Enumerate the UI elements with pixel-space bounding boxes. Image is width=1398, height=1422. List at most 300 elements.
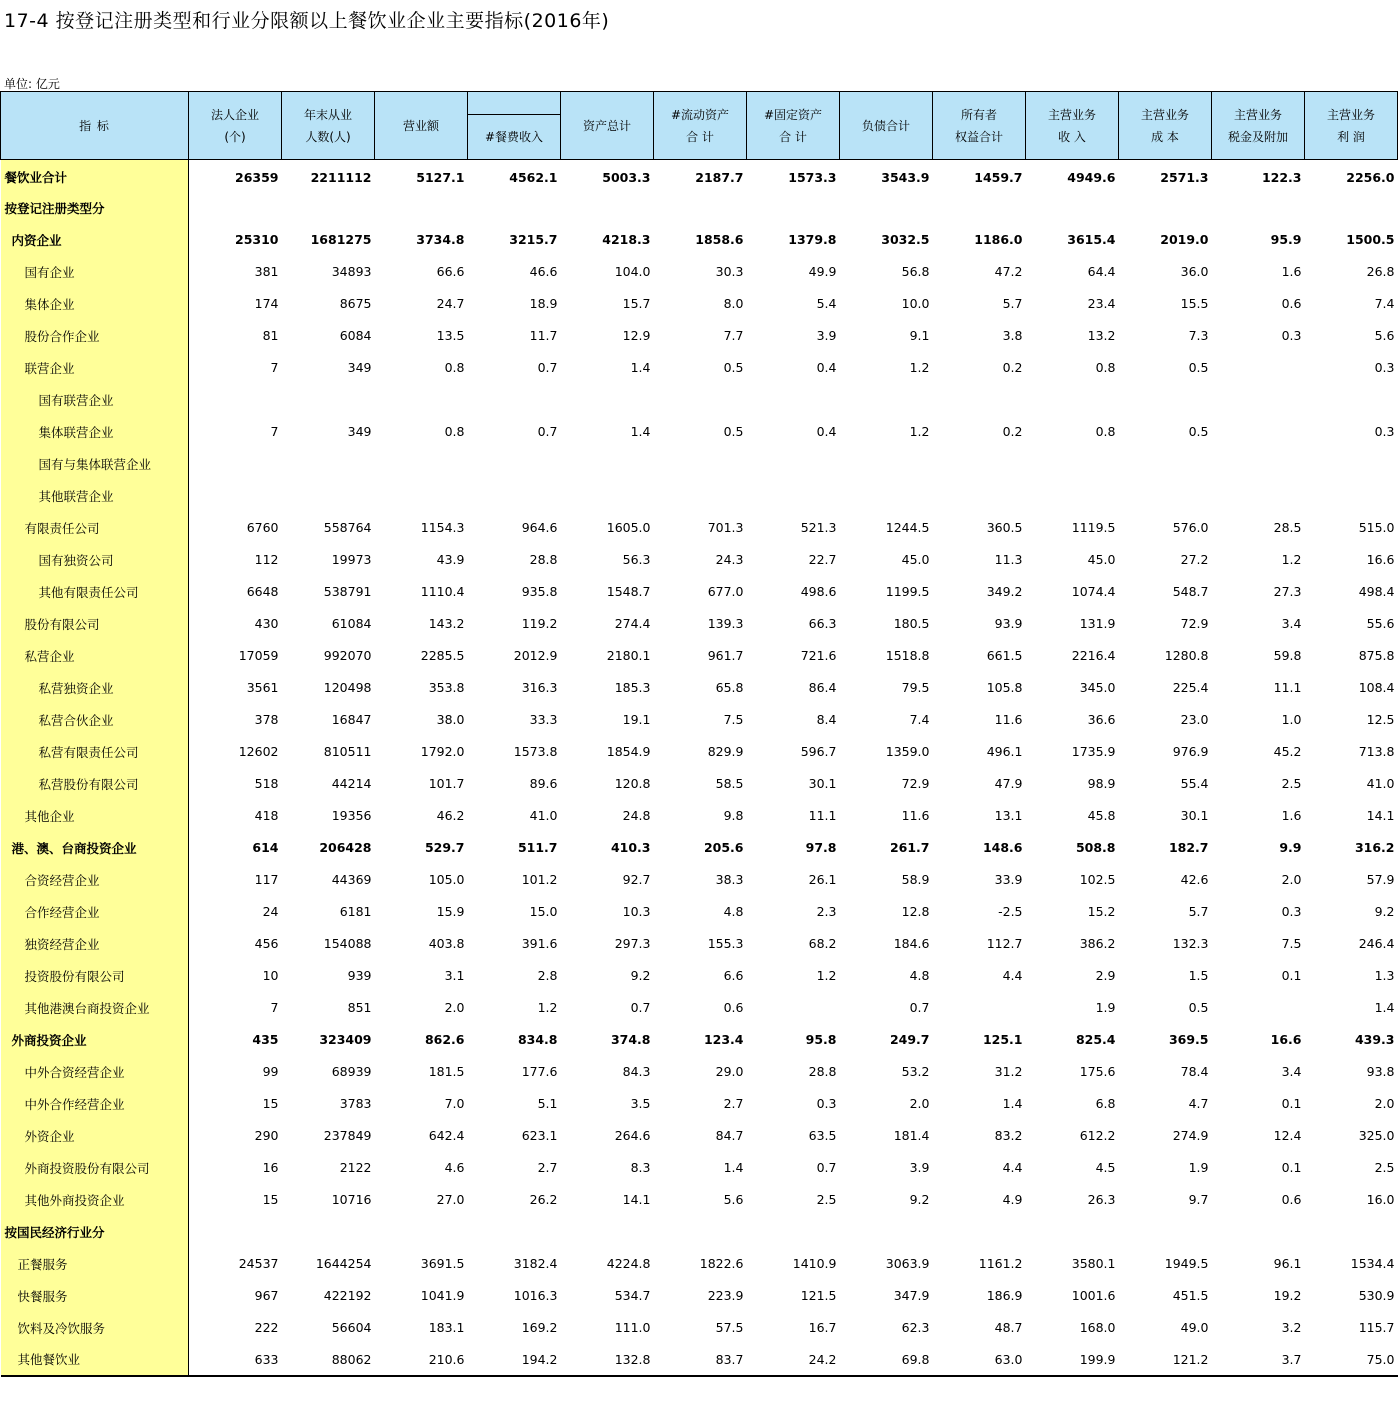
table-cell: 246.4 <box>1358 936 1395 951</box>
table-cell: 23.4 <box>1087 296 1116 311</box>
table-cell: 558764 <box>323 520 372 535</box>
table-cell: 4.6 <box>444 1160 465 1175</box>
table-row <box>1 928 1398 960</box>
table-cell: 105.8 <box>986 680 1023 695</box>
table-cell: 13.2 <box>1087 328 1116 343</box>
table-cell: 33.3 <box>529 712 558 727</box>
table-cell: 15.9 <box>436 904 465 919</box>
table-cell: 538791 <box>323 584 372 599</box>
header-owners-equity <box>933 92 1026 160</box>
table-cell: 19973 <box>331 552 372 567</box>
header-line: #餐费收入 <box>484 130 544 144</box>
table-cell: 139.3 <box>707 616 744 631</box>
table-row <box>1 1344 1398 1376</box>
table-cell: 237849 <box>323 1128 372 1143</box>
table-row <box>1 480 1398 512</box>
table-cell: 120.8 <box>614 776 651 791</box>
table-cell: 175.6 <box>1079 1064 1116 1079</box>
table-cell: 451.5 <box>1172 1288 1209 1303</box>
table-cell: 26359 <box>235 169 279 185</box>
table-cell: 0.5 <box>1188 360 1209 375</box>
table-cell: 12602 <box>238 744 279 759</box>
table-cell: 5.6 <box>1374 328 1395 343</box>
table-cell: 7.7 <box>723 328 744 343</box>
header-line: 主营业务 <box>1326 107 1375 122</box>
table-cell: 16.6 <box>1270 1032 1302 1047</box>
table-row <box>1 1216 1398 1248</box>
table-cell: 95.8 <box>805 1032 837 1047</box>
table-cell: 9.7 <box>1188 1192 1209 1207</box>
table-cell: 3580.1 <box>1071 1256 1116 1271</box>
row-label: 独资经营企业 <box>1 928 189 960</box>
table-cell: 4.5 <box>1095 1160 1116 1175</box>
table-cell <box>1119 448 1212 480</box>
table-cell: 1.5 <box>1188 968 1209 983</box>
table-cell: 3.8 <box>1002 328 1023 343</box>
table-cell: 0.7 <box>630 1000 651 1015</box>
table-cell: 44369 <box>331 872 372 887</box>
table-row <box>1 224 1398 256</box>
table-cell: 1.2 <box>537 1000 558 1015</box>
table-cell: 1154.3 <box>420 520 465 535</box>
table-cell: 0.6 <box>723 1000 744 1015</box>
table-cell: 66.6 <box>436 264 465 279</box>
table-cell: 430 <box>254 616 279 631</box>
table-cell: 1735.9 <box>1071 744 1116 759</box>
table-cell: 24.8 <box>622 808 651 823</box>
table-cell <box>468 384 561 416</box>
table-cell: 0.1 <box>1281 968 1302 983</box>
table-cell: 47.2 <box>994 264 1023 279</box>
table-cell <box>561 448 654 480</box>
table-cell <box>933 448 1026 480</box>
table-cell <box>654 480 747 512</box>
header-line: 合 计 <box>779 129 807 144</box>
table-cell: 27.2 <box>1180 552 1209 567</box>
table-cell: 2.9 <box>1095 968 1116 983</box>
table-cell: 1001.6 <box>1071 1288 1116 1303</box>
table-cell: 1573.3 <box>788 169 837 185</box>
table-cell: 185.3 <box>614 680 651 695</box>
table-cell: 10.0 <box>901 296 930 311</box>
header-line: #固定资产 <box>763 107 823 122</box>
table-cell: 38.3 <box>715 872 744 887</box>
table-cell: 7.4 <box>909 712 930 727</box>
row-label: 中外合作经营企业 <box>1 1088 189 1120</box>
table-cell: 2571.3 <box>1160 169 1209 185</box>
header-line: (个) <box>224 129 246 144</box>
table-cell <box>282 480 375 512</box>
table-row <box>1 1312 1398 1344</box>
table-cell: 810511 <box>323 744 372 759</box>
row-label: 国有联营企业 <box>1 384 189 416</box>
table-cell: 0.1 <box>1281 1096 1302 1111</box>
table-cell: 0.3 <box>1281 904 1302 919</box>
table-cell: 9.2 <box>630 968 651 983</box>
table-cell: 378 <box>254 712 279 727</box>
table-cell: 2.7 <box>723 1096 744 1111</box>
table-cell <box>1119 192 1212 224</box>
table-cell: 0.8 <box>444 424 465 439</box>
table-cell: 1459.7 <box>974 169 1023 185</box>
table-cell: 9.9 <box>1279 840 1302 855</box>
table-row <box>1 768 1398 800</box>
table-cell: 12.5 <box>1366 712 1395 727</box>
table-cell: 1.4 <box>1374 1000 1395 1015</box>
table-cell: 1.3 <box>1374 968 1395 983</box>
row-label: 饮料及冷饮服务 <box>1 1312 189 1344</box>
table-cell: 498.4 <box>1358 584 1395 599</box>
table-cell: 123.4 <box>703 1032 744 1047</box>
table-cell: 1.2 <box>909 360 930 375</box>
row-label: 其他联营企业 <box>1 480 189 512</box>
row-label: 联营企业 <box>1 352 189 384</box>
table-cell: 9.1 <box>909 328 930 343</box>
table-row <box>1 736 1398 768</box>
table-cell <box>840 448 933 480</box>
table-cell: 935.8 <box>521 584 558 599</box>
row-label: 国有独资公司 <box>1 544 189 576</box>
table-cell: 46.6 <box>529 264 558 279</box>
table-cell: 1.2 <box>1281 552 1302 567</box>
table-cell: 435 <box>252 1032 279 1047</box>
table-cell: 112.7 <box>986 936 1023 951</box>
table-cell: 57.9 <box>1366 872 1395 887</box>
table-cell: 79.5 <box>901 680 930 695</box>
table-cell: 53.2 <box>901 1064 930 1079</box>
table-cell: 57.5 <box>715 1320 744 1335</box>
page-title: 17-4 按登记注册类型和行业分限额以上餐饮业企业主要指标(2016年) <box>4 10 610 32</box>
table-cell <box>747 1216 840 1248</box>
table-cell: 274.4 <box>614 616 651 631</box>
table-cell <box>1026 480 1119 512</box>
table-cell: 26.3 <box>1087 1192 1116 1207</box>
table-cell: 11.7 <box>529 328 558 343</box>
table-cell <box>747 448 840 480</box>
table-cell <box>1305 480 1398 512</box>
table-cell: 225.4 <box>1172 680 1209 695</box>
table-cell: 186.9 <box>986 1288 1023 1303</box>
table-cell <box>933 384 1026 416</box>
table-cell: 1.4 <box>630 424 651 439</box>
header-current-assets <box>654 92 747 160</box>
table-cell: 30.1 <box>1180 808 1209 823</box>
table-cell <box>1212 992 1305 1024</box>
table-cell: 84.7 <box>715 1128 744 1143</box>
table-cell: 410.3 <box>610 840 651 855</box>
table-cell: 1186.0 <box>974 232 1023 247</box>
table-cell: 10716 <box>331 1192 372 1207</box>
table-row <box>1 1152 1398 1184</box>
table-cell: 7.0 <box>444 1096 465 1111</box>
table-cell: 78.4 <box>1180 1064 1209 1079</box>
table-cell: 34893 <box>331 264 372 279</box>
row-label: 私营独资企业 <box>1 672 189 704</box>
table-cell <box>840 480 933 512</box>
header-line: 年末从业 <box>303 107 352 122</box>
table-cell: 5127.1 <box>416 169 465 185</box>
table-cell: 360.5 <box>986 520 1023 535</box>
table-cell: 1199.5 <box>885 584 930 599</box>
table-cell: 548.7 <box>1172 584 1209 599</box>
table-cell: 964.6 <box>521 520 558 535</box>
row-label: 中外合资经营企业 <box>1 1056 189 1088</box>
table-cell: 11.1 <box>808 808 837 823</box>
table-cell: 8.4 <box>816 712 837 727</box>
table-cell: 3734.8 <box>416 232 465 247</box>
table-cell: 5003.3 <box>602 169 651 185</box>
table-cell: 642.4 <box>428 1128 465 1143</box>
row-label: 国有企业 <box>1 256 189 288</box>
table-cell: 31.2 <box>994 1064 1023 1079</box>
table-cell: 1605.0 <box>606 520 651 535</box>
table-cell: 5.4 <box>816 296 837 311</box>
table-cell: 98.9 <box>1087 776 1116 791</box>
table-cell: 108.4 <box>1358 680 1395 695</box>
table-cell: 9.8 <box>723 808 744 823</box>
table-cell: 62.3 <box>901 1320 930 1335</box>
table-cell: 28.8 <box>529 552 558 567</box>
table-cell: 0.5 <box>1188 424 1209 439</box>
table-cell <box>468 480 561 512</box>
table-cell <box>1119 1216 1212 1248</box>
table-cell: 41.0 <box>1366 776 1395 791</box>
table-cell: 29.0 <box>715 1064 744 1079</box>
table-cell <box>654 1216 747 1248</box>
table-cell: 0.3 <box>816 1096 837 1111</box>
table-cell: 323409 <box>319 1032 372 1047</box>
header-main-revenue <box>1026 92 1119 160</box>
table-cell: 25310 <box>235 232 279 247</box>
table-cell: 7.4 <box>1374 296 1395 311</box>
row-label: 私营合伙企业 <box>1 704 189 736</box>
table-row <box>1 544 1398 576</box>
table-cell: 0.4 <box>816 360 837 375</box>
table-cell: 3182.4 <box>513 1256 558 1271</box>
table-cell: 122.3 <box>1261 169 1302 185</box>
row-label: 其他外商投资企业 <box>1 1184 189 1216</box>
table-cell: 8675 <box>339 296 372 311</box>
header-line: 法人企业 <box>210 107 259 122</box>
table-cell: 1280.8 <box>1164 648 1209 663</box>
table-cell: 2211112 <box>310 169 372 185</box>
table-cell: 1573.8 <box>513 744 558 759</box>
table-cell <box>747 480 840 512</box>
table-row <box>1 160 1398 192</box>
table-cell: 72.9 <box>1180 616 1209 631</box>
table-cell <box>1305 448 1398 480</box>
table-cell: 1792.0 <box>420 744 465 759</box>
table-cell: 2.0 <box>909 1096 930 1111</box>
row-label: 有限责任公司 <box>1 512 189 544</box>
table-cell: 7 <box>270 1000 279 1015</box>
table-cell: 4.8 <box>723 904 744 919</box>
table-cell: 992070 <box>323 648 372 663</box>
table-cell: 26.1 <box>808 872 837 887</box>
row-label: 私营有限责任公司 <box>1 736 189 768</box>
table-cell <box>840 192 933 224</box>
row-label: 集体联营企业 <box>1 416 189 448</box>
table-cell: 83.7 <box>654 1344 747 1376</box>
table-cell: 88062 <box>282 1344 375 1376</box>
table-cell: 132.8 <box>561 1344 654 1376</box>
row-label: 合作经营企业 <box>1 896 189 928</box>
header-legal-entities <box>189 92 282 160</box>
table-cell: 0.2 <box>1002 424 1023 439</box>
table-cell: 168.0 <box>1079 1320 1116 1335</box>
table-cell: 223.9 <box>707 1288 744 1303</box>
table-cell: 45.0 <box>1087 552 1116 567</box>
header-line: 收 入 <box>1058 129 1086 144</box>
table-cell: 381 <box>254 264 279 279</box>
table-cell: 49.0 <box>1180 1320 1209 1335</box>
row-label: 投资股份有限公司 <box>1 960 189 992</box>
table-cell: 1858.6 <box>695 232 744 247</box>
table-cell: 97.8 <box>805 840 837 855</box>
table-cell <box>654 448 747 480</box>
table-cell: 0.6 <box>1281 1192 1302 1207</box>
table-cell: 47.9 <box>994 776 1023 791</box>
table-cell: 3.5 <box>630 1096 651 1111</box>
row-label: 其他有限责任公司 <box>1 576 189 608</box>
table-cell: 713.8 <box>1358 744 1395 759</box>
table-cell <box>282 192 375 224</box>
table-cell: 264.6 <box>614 1128 651 1143</box>
header-line: 利 润 <box>1337 129 1365 144</box>
table-row <box>1 576 1398 608</box>
table-cell: 14.1 <box>1366 808 1395 823</box>
header-total-liabilities <box>840 92 933 160</box>
table-cell: 967 <box>254 1288 279 1303</box>
table-cell: 349.2 <box>986 584 1023 599</box>
table-cell: 349 <box>347 360 372 375</box>
table-cell: 101.2 <box>521 872 558 887</box>
table-cell: 2.5 <box>1374 1160 1395 1175</box>
table-cell: 93.9 <box>994 616 1023 631</box>
header-line: 主营业务 <box>1233 107 1282 122</box>
header-line: 营业额 <box>402 118 439 133</box>
table-cell: 4224.8 <box>606 1256 651 1271</box>
table-cell: 33.9 <box>994 872 1023 887</box>
table-cell <box>747 992 840 1024</box>
table-cell: 4.9 <box>1002 1192 1023 1207</box>
table-cell: 13.1 <box>994 808 1023 823</box>
table-cell: 19.2 <box>1273 1288 1302 1303</box>
table-cell: 30.3 <box>715 264 744 279</box>
table-row <box>1 256 1398 288</box>
table-cell: 3.9 <box>816 328 837 343</box>
header-employees <box>282 92 375 160</box>
table-cell <box>1026 448 1119 480</box>
table-cell: 353.8 <box>428 680 465 695</box>
table-cell: 0.7 <box>537 360 558 375</box>
table-row <box>1 384 1398 416</box>
table-cell: 1681275 <box>310 232 372 247</box>
table-cell: 194.2 <box>468 1344 561 1376</box>
table-cell: 16.6 <box>1366 552 1395 567</box>
row-label: 私营股份有限公司 <box>1 768 189 800</box>
table-cell: 3.4 <box>1281 616 1302 631</box>
table-cell: 1074.4 <box>1071 584 1116 599</box>
table-cell: 2256.0 <box>1346 169 1395 185</box>
table-cell: 44214 <box>331 776 372 791</box>
table-cell: 121.5 <box>800 1288 837 1303</box>
table-cell: 9.2 <box>1374 904 1395 919</box>
table-row <box>1 896 1398 928</box>
table-cell: 115.7 <box>1358 1320 1395 1335</box>
table-cell: 12.4 <box>1273 1128 1302 1143</box>
table-cell: 2012.9 <box>513 648 558 663</box>
table-cell: 0.8 <box>444 360 465 375</box>
table-cell: 515.0 <box>1358 520 1395 535</box>
table-cell: 2187.7 <box>695 169 744 185</box>
table-cell: 15 <box>262 1096 279 1111</box>
table-cell: 2.0 <box>444 1000 465 1015</box>
table-cell: 69.8 <box>840 1344 933 1376</box>
table-cell: 4218.3 <box>602 232 651 247</box>
table-cell: 56.8 <box>901 264 930 279</box>
table-cell <box>375 192 468 224</box>
table-cell: 92.7 <box>622 872 651 887</box>
table-cell: 349 <box>347 424 372 439</box>
header-line: 人数(人) <box>305 129 351 144</box>
table-cell <box>933 992 1026 1024</box>
table-cell <box>933 192 1026 224</box>
table-cell <box>747 384 840 416</box>
table-cell: 125.1 <box>982 1032 1023 1047</box>
table-cell: 1500.5 <box>1346 232 1395 247</box>
table-cell: 48.7 <box>994 1320 1023 1335</box>
table-cell: 120498 <box>323 680 372 695</box>
header-line: 成 本 <box>1151 129 1179 144</box>
table-cell: 1.0 <box>1281 712 1302 727</box>
table-cell <box>1119 480 1212 512</box>
table-cell: 132.3 <box>1172 936 1209 951</box>
table-cell: 66.3 <box>808 616 837 631</box>
table-cell: 99 <box>262 1064 279 1079</box>
table-cell: 2.8 <box>537 968 558 983</box>
table-row <box>1 640 1398 672</box>
table-row <box>1 992 1398 1024</box>
table-cell: 316.2 <box>1354 840 1395 855</box>
table-cell <box>468 1216 561 1248</box>
table-cell: 68939 <box>331 1064 372 1079</box>
table-cell: 16.7 <box>808 1320 837 1335</box>
table-cell: 68.2 <box>808 936 837 951</box>
row-label: 快餐服务 <box>1 1280 189 1312</box>
header-line: 主营业务 <box>1047 107 1096 122</box>
table-cell: 61084 <box>331 616 372 631</box>
table-cell: 862.6 <box>424 1032 465 1047</box>
table-cell: 347.9 <box>893 1288 930 1303</box>
header-line: #流动资产 <box>670 107 730 122</box>
table-cell: 576.0 <box>1172 520 1209 535</box>
table-cell <box>375 384 468 416</box>
table-cell: 154088 <box>323 936 372 951</box>
table-cell <box>561 192 654 224</box>
table-cell: 1161.2 <box>978 1256 1023 1271</box>
table-cell: 45.2 <box>1273 744 1302 759</box>
table-cell: 58.5 <box>715 776 744 791</box>
row-label: 合资经营企业 <box>1 864 189 896</box>
table-cell: 518 <box>254 776 279 791</box>
table-cell: 65.8 <box>715 680 744 695</box>
table-cell: 2180.1 <box>606 648 651 663</box>
header-main-profit <box>1305 92 1398 160</box>
table-cell: 1854.9 <box>606 744 651 759</box>
table-cell: 174 <box>254 296 279 311</box>
table-cell: 30.1 <box>808 776 837 791</box>
